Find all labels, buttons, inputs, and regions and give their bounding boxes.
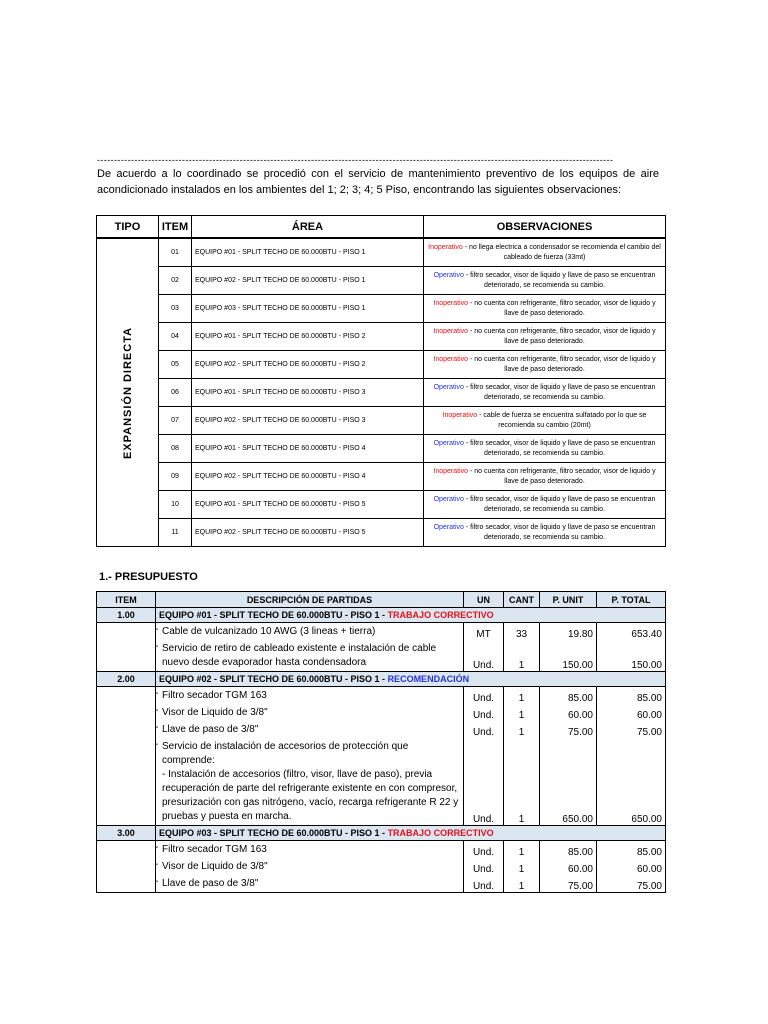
area-cell: EQUIPO #02 - SPLIT TECHO DE 60.000BTU - PISO 4: [192, 463, 424, 491]
observation-note: - no cuenta con refrigerante, filtro secador, visor de liquido y llave de paso deteriorado.: [468, 355, 656, 373]
budget-section-row: [97, 826, 666, 841]
status-label: Operativo: [433, 495, 464, 503]
item-number: 02: [159, 267, 192, 295]
observation-cell: [424, 491, 666, 519]
line-description: Servicio de instalación de accesorios de protección que comprende:: [162, 741, 409, 766]
line-total-price: 150.00: [597, 640, 666, 672]
line-unit: Und.: [464, 687, 504, 705]
observation-row: [97, 295, 666, 323]
line-quantity: 33: [504, 623, 540, 641]
line-total-price: 60.00: [597, 858, 666, 875]
line-description-cell: [156, 623, 464, 641]
header-tipo: TIPO: [97, 216, 159, 239]
line-quantity: 1: [504, 875, 540, 893]
observation-note: - filtro secador, visor de liquido y llave de paso se encuentran deteriorado, se recomienda su cambio.: [463, 495, 656, 513]
section-tag: RECOMENDACIÓN: [387, 674, 470, 684]
observation-note: - filtro secador, visor de liquido y llave de paso se encuentran deteriorado, se recomienda su cambio.: [463, 271, 656, 289]
line-bullet: -: [155, 739, 159, 750]
line-unit-price: 60.00: [540, 858, 597, 875]
observation-cell: [424, 323, 666, 351]
line-unit-price: 60.00: [540, 704, 597, 721]
intro-paragraph: De acuerdo a lo coordinado se procedió con el servicio de mantenimiento preventivo de los equipos de aire acondicionado instalados en los ambientes del 1; 2; 3; 4; 5 Piso, encontrando las siguientes observaciones:: [97, 168, 659, 196]
status-label: Operativo: [433, 439, 464, 447]
line-quantity: 1: [504, 704, 540, 721]
item-number: 07: [159, 407, 192, 435]
section-tag: TRABAJO CORRECTIVO: [387, 610, 494, 620]
budget-line-row: [97, 875, 666, 893]
line-description-cell: [156, 738, 464, 826]
section-title-cell: [156, 608, 666, 623]
line-description-cell: [156, 640, 464, 672]
observations-header-row: [97, 216, 666, 239]
line-bullet: -: [155, 859, 159, 870]
area-cell: EQUIPO #01 - SPLIT TECHO DE 60.000BTU - PISO 5: [192, 491, 424, 519]
header-item: ITEM: [159, 216, 192, 239]
line-description: Filtro secador TGM 163: [162, 844, 267, 855]
observation-row: [97, 379, 666, 407]
line-description-cell: [156, 687, 464, 705]
area-cell: EQUIPO #02 - SPLIT TECHO DE 60.000BTU - PISO 3: [192, 407, 424, 435]
line-total-price: 60.00: [597, 704, 666, 721]
observation-row: [97, 323, 666, 351]
observation-cell: [424, 351, 666, 379]
budget-line-row: [97, 858, 666, 875]
line-quantity: 1: [504, 640, 540, 672]
area-cell: EQUIPO #02 - SPLIT TECHO DE 60.000BTU - PISO 1: [192, 267, 424, 295]
item-blank: [97, 875, 159, 893]
area-cell: EQUIPO #02 - SPLIT TECHO DE 60.000BTU - PISO 2: [192, 351, 424, 379]
budget-section-row: [97, 608, 666, 623]
observation-note: - filtro secador, visor de liquido y llave de paso se encuentran deteriorado, se recomienda su cambio.: [463, 383, 656, 401]
section-title-cell: [156, 672, 666, 687]
line-bullet: -: [155, 688, 159, 699]
section-number: 3.00: [97, 826, 156, 841]
line-total-price: 85.00: [597, 687, 666, 705]
line-unit-price: 85.00: [540, 841, 597, 859]
line-description: Servicio de retiro de cableado existente e instalación de cable nuevo desde evaporador hasta condensadora: [162, 643, 437, 668]
line-bullet: -: [155, 624, 159, 635]
observation-cell: [424, 519, 666, 547]
status-label: Operativo: [433, 383, 464, 391]
observation-row: [97, 491, 666, 519]
header-p-unit: P. UNIT: [540, 592, 597, 608]
tipo-cell: [97, 238, 159, 547]
area-cell: EQUIPO #03 - SPLIT TECHO DE 60.000BTU - PISO 1: [192, 295, 424, 323]
line-bullet: -: [155, 705, 159, 716]
header-un: UN: [464, 592, 504, 608]
section-number: 1.00: [97, 608, 156, 623]
area-cell: EQUIPO #01 - SPLIT TECHO DE 60.000BTU - PISO 3: [192, 379, 424, 407]
line-unit-price: 19.80: [540, 623, 597, 641]
section-title: EQUIPO #03 - SPLIT TECHO DE 60.000BTU - PISO 1 -: [159, 828, 388, 838]
line-unit-price: 150.00: [540, 640, 597, 672]
observation-cell: [424, 267, 666, 295]
observations-table: [96, 215, 666, 547]
line-description: Llave de paso de 3/8": [162, 724, 259, 735]
line-unit: Und.: [464, 858, 504, 875]
observation-row: [97, 267, 666, 295]
line-total-price: 75.00: [597, 721, 666, 738]
budget-header-row: [97, 592, 666, 608]
item-blank: [97, 738, 159, 826]
status-label: Inoperativo: [433, 327, 469, 335]
section-title-cell: [156, 826, 666, 841]
status-label: Operativo: [433, 523, 464, 531]
line-unit: Und.: [464, 721, 504, 738]
status-label: Inoperativo: [442, 411, 478, 419]
line-unit: Und.: [464, 704, 504, 721]
item-blank: [97, 858, 159, 875]
observation-cell: [424, 379, 666, 407]
header-p-total: P. TOTAL: [597, 592, 666, 608]
observation-cell: [424, 435, 666, 463]
line-total-price: 653.40: [597, 623, 666, 641]
separator-line: --------------------------------------------------------------------------------------------------------------------------------------------------------: [97, 155, 614, 165]
observation-note: - no cuenta con refrigerante, filtro secador, visor de liquido y llave de paso deteriorado.: [468, 299, 656, 317]
item-number: 09: [159, 463, 192, 491]
line-total-price: 85.00: [597, 841, 666, 859]
line-unit: Und.: [464, 875, 504, 893]
budget-line-row: [97, 841, 666, 859]
observation-cell: [424, 407, 666, 435]
budget-line-row: [97, 738, 666, 826]
budget-line-row: [97, 687, 666, 705]
line-bullet: -: [155, 842, 159, 853]
observation-note: - cable de fuerza se encuentra sulfatado por lo que se recomienda su cambio (20mt): [477, 411, 647, 429]
item-number: 10: [159, 491, 192, 519]
line-unit: Und.: [464, 841, 504, 859]
item-blank: [97, 721, 159, 738]
line-description-cell: [156, 721, 464, 738]
observation-note: - filtro secador, visor de liquido y llave de paso se encuentran deteriorado, se recomienda su cambio.: [463, 439, 656, 457]
observation-row: [97, 238, 666, 267]
status-label: Inoperativo: [433, 355, 469, 363]
line-description: Visor de Liquido de 3/8": [162, 861, 268, 872]
item-number: 03: [159, 295, 192, 323]
line-description: Filtro secador TGM 163: [162, 690, 267, 701]
observation-note: - no llega electrica a condensador se recomienda el cambio del cableado de fuerza (33mt): [462, 243, 661, 261]
line-description-cell: [156, 875, 464, 893]
line-quantity: 1: [504, 841, 540, 859]
observation-cell: [424, 238, 666, 267]
line-description: Visor de Liquido de 3/8": [162, 707, 268, 718]
tipo-label: EXPANSIÓN DIRECTA: [121, 326, 134, 459]
line-quantity: 1: [504, 687, 540, 705]
observation-row: [97, 351, 666, 379]
header-item: ITEM: [97, 592, 156, 608]
line-unit-price: 650.00: [540, 738, 597, 826]
header-descripcion: DESCRIPCIÓN DE PARTIDAS: [156, 592, 464, 608]
line-bullet: -: [155, 641, 159, 652]
line-bullet: -: [155, 876, 159, 887]
line-description: - Instalación de accesorios (filtro, visor, llave de paso), previa recuperación de parte del refrigerante existente en con compresor, presurización con gas nitrógeno, vacío, recarga refrigerante R 22 y pruebas y puesta en marcha.: [162, 769, 459, 822]
line-quantity: 1: [504, 738, 540, 826]
line-unit-price: 75.00: [540, 875, 597, 893]
line-description-cell: [156, 841, 464, 859]
observation-cell: [424, 295, 666, 323]
section-title: EQUIPO #01 - SPLIT TECHO DE 60.000BTU - PISO 1 -: [159, 610, 388, 620]
item-blank: [97, 623, 159, 641]
observation-note: - filtro secador, visor de liquido y llave de paso se encuentran deteriorado, se recomienda su cambio.: [463, 523, 656, 541]
line-total-price: 75.00: [597, 875, 666, 893]
status-label: Inoperativo: [428, 243, 463, 251]
observation-note: - no cuenta con refrigerante, filtro secador, visor de liquido y llave de paso deteriorado.: [468, 467, 656, 485]
line-description-cell: [156, 858, 464, 875]
header-cant: CANT: [504, 592, 540, 608]
line-unit-price: 85.00: [540, 687, 597, 705]
line-unit: Und.: [464, 640, 504, 672]
observation-note: - no cuenta con refrigerante, filtro secador, visor de liquido y llave de paso deteriorado.: [468, 327, 656, 345]
status-label: Inoperativo: [433, 299, 469, 307]
observation-row: [97, 407, 666, 435]
section-tag: TRABAJO CORRECTIVO: [387, 828, 494, 838]
section-title: EQUIPO #02 - SPLIT TECHO DE 60.000BTU - PISO 1 -: [159, 674, 388, 684]
area-cell: EQUIPO #01 - SPLIT TECHO DE 60.000BTU - PISO 1: [192, 238, 424, 267]
item-number: 04: [159, 323, 192, 351]
item-blank: [97, 841, 159, 859]
observation-cell: [424, 463, 666, 491]
item-number: 01: [159, 238, 192, 267]
section-number: 2.00: [97, 672, 156, 687]
budget-line-row: [97, 623, 666, 641]
line-quantity: 1: [504, 858, 540, 875]
area-cell: EQUIPO #02 - SPLIT TECHO DE 60.000BTU - PISO 5: [192, 519, 424, 547]
line-bullet: -: [155, 722, 159, 733]
line-unit: Und.: [464, 738, 504, 826]
budget-title: 1.- PRESUPUESTO: [99, 571, 198, 583]
line-quantity: 1: [504, 721, 540, 738]
item-blank: [97, 640, 159, 672]
line-description: Llave de paso de 3/8": [162, 878, 259, 889]
budget-line-row: [97, 704, 666, 721]
item-number: 05: [159, 351, 192, 379]
line-total-price: 650.00: [597, 738, 666, 826]
area-cell: EQUIPO #01 - SPLIT TECHO DE 60.000BTU - PISO 4: [192, 435, 424, 463]
line-description: Cable de vulcanizado 10 AWG (3 lineas + tierra): [162, 626, 376, 637]
area-cell: EQUIPO #01 - SPLIT TECHO DE 60.000BTU - PISO 2: [192, 323, 424, 351]
observation-row: [97, 463, 666, 491]
item-number: 06: [159, 379, 192, 407]
observation-row: [97, 435, 666, 463]
status-label: Inoperativo: [433, 467, 469, 475]
status-label: Operativo: [433, 271, 464, 279]
budget-line-row: [97, 640, 666, 672]
header-area: ÁREA: [192, 216, 424, 239]
line-description-cell: [156, 704, 464, 721]
item-blank: [97, 704, 159, 721]
budget-table: [96, 591, 666, 893]
observation-row: [97, 519, 666, 547]
item-blank: [97, 687, 159, 705]
budget-section-row: [97, 672, 666, 687]
header-observaciones: OBSERVACIONES: [424, 216, 666, 239]
item-number: 08: [159, 435, 192, 463]
item-number: 11: [159, 519, 192, 547]
budget-line-row: [97, 721, 666, 738]
line-unit: MT: [464, 623, 504, 641]
line-unit-price: 75.00: [540, 721, 597, 738]
